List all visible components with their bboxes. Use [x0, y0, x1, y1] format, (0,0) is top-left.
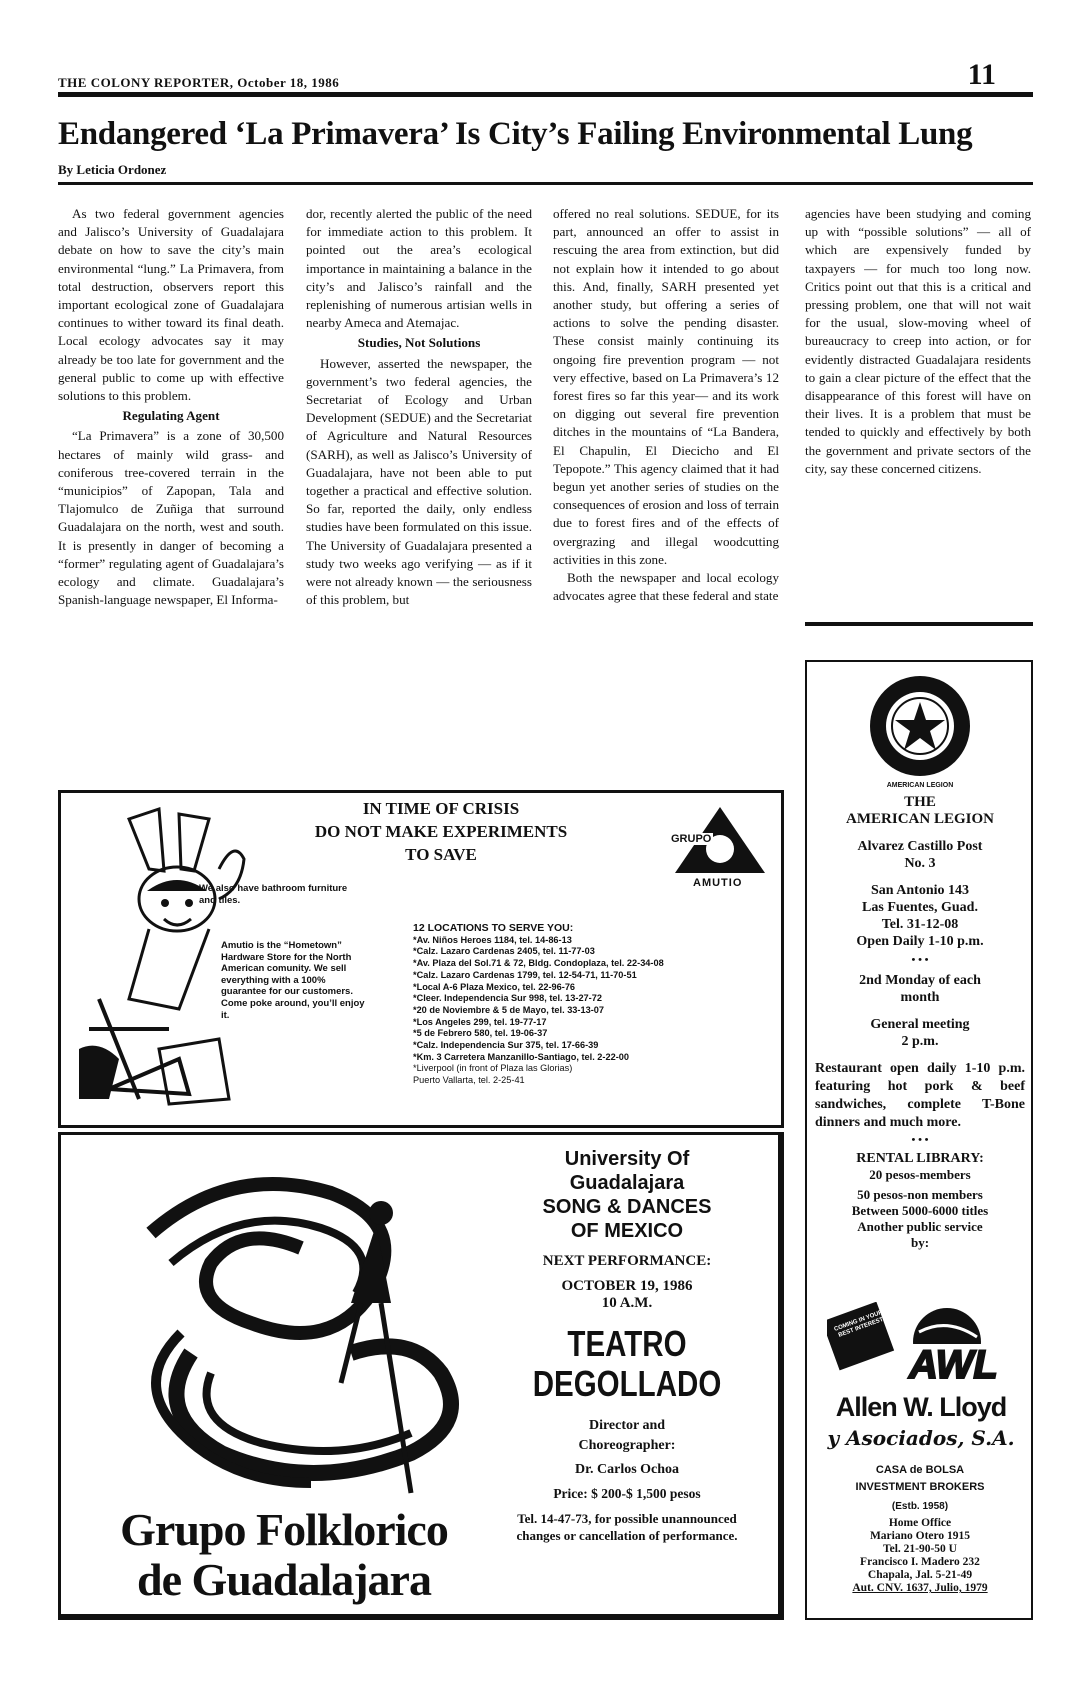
- bathroom-note: We also have bathroom furniture and tiles.: [199, 883, 348, 906]
- office-line: Mariano Otero 1915: [869, 1530, 971, 1542]
- next-performance-label: NEXT PERFORMANCE:: [542, 1253, 712, 1269]
- firm-script: y Asociados, S.A.: [827, 1426, 1015, 1450]
- office-line: Tel. 21-90-50 U: [882, 1543, 957, 1555]
- logo-top-text: GRUPO: [671, 833, 712, 845]
- office-line: Aut. CNV. 1637, Julio, 1979: [852, 1582, 988, 1594]
- library-line: Between 5000-6000 titles: [851, 1203, 989, 1218]
- american-legion-ad: [805, 660, 1033, 1620]
- firm-name: Allen W. Lloyd: [835, 1392, 1007, 1422]
- legion-meeting: General meeting: [870, 1017, 970, 1032]
- locations-list: [413, 923, 773, 1087]
- legion-address: Open Daily 1-10 p.m.: [856, 934, 984, 949]
- library-line: Another public service: [857, 1219, 983, 1234]
- amutio-ad: [58, 790, 784, 1128]
- paragraph: However, asserted the newspaper, the government’s two federal agencies, the Secretariat of Ecology and Urban Development (SEDUE) and the Secretariat of Agriculture and Natural Resources (SARH), as well as Jalisco’s University of Guadalajara, have not been able to put together a practical and effective solution. So far, reported the daily, only endless studies have been formulated on this issue. The University of Guadalajara presented a study two weeks ago verifying — as if it were not already known — the seriousness of this problem, but: [306, 355, 532, 608]
- paragraph: As two federal government agencies and Jalisco’s University of Guadalajara debate on how to save the city’s main environmental “lung.” La Primavera, from total destruction, observers report this important ecological zone of Guadalajara continues to wither toward its final death. Local ecology advocates say it may already be too late for government and the general public to come up with effective solutions to this problem.: [58, 206, 284, 404]
- folklorico-details: [497, 1147, 757, 1544]
- legion-address: Las Fuentes, Guad.: [862, 900, 978, 915]
- director-label-line: Choreographer:: [578, 1438, 676, 1453]
- grupo-folklorico-title: [89, 1505, 479, 1605]
- firm-details: [815, 1464, 1025, 1595]
- folklorico-ad: [58, 1132, 784, 1620]
- director-label-line: Director and: [588, 1418, 666, 1433]
- paragraph: Both the newspaper and local ecology advocates agree that these federal and state: [553, 570, 779, 604]
- legion-post: No. 3: [904, 856, 936, 871]
- legion-meeting: month: [900, 990, 940, 1005]
- article-column-4: [805, 205, 1031, 478]
- legion-address: San Antonio 143: [870, 883, 970, 898]
- amutio-headline-line: IN TIME OF CRISIS: [362, 799, 520, 818]
- awl-stamp-text: COMING IN YOUR BEST INTEREST: [833, 1309, 885, 1339]
- library-title: RENTAL LIBRARY:: [856, 1151, 984, 1166]
- location-item: *20 de Noviembre & 5 de Mayo, tel. 33-13-07: [413, 1004, 604, 1015]
- location-item: *Av. Niños Heroes 1184, tel. 14-86-13: [413, 934, 572, 945]
- publication-header: THE COLONY REPORTER, October 18, 1986: [58, 75, 340, 90]
- amutio-headline: [291, 797, 591, 866]
- location-item: *Calz. Lazaro Cardenas 1799, tel. 12-54-71, 11-70-51: [413, 969, 637, 980]
- separator-dots: • • •: [911, 1134, 929, 1146]
- location-item: *Calz. Independencia Sur 375, tel. 17-66-39: [413, 1040, 599, 1051]
- awl-logo: [827, 1302, 1007, 1392]
- location-item: *Km. 3 Carretera Manzanillo-Santiago, tel. 2-22-00: [413, 1051, 629, 1062]
- article-column-1: [58, 205, 284, 609]
- director-name: Dr. Carlos Ochoa: [574, 1462, 680, 1477]
- firm-type-line: CASA de BOLSA: [875, 1464, 965, 1476]
- location-item: *Cleer. Independencia Sur 998, tel. 13-27-72: [413, 993, 602, 1004]
- location-item: *Av. Plaza del Sol.71 & 72, Bldg. Condoplaza, tel. 22-34-08: [413, 958, 664, 969]
- firm-type-line: INVESTMENT BROKERS: [855, 1481, 985, 1493]
- group-name-line: Grupo Folklorico: [120, 1504, 448, 1555]
- location-item: *Los Angeles 299, tel. 19-77-17: [413, 1016, 547, 1027]
- column-end-rule: [805, 622, 1033, 626]
- performance-time: 10 A.M.: [601, 1295, 653, 1311]
- hometown-note: Amutio is the “Hometown” Hardware Store for the North American comunity. We sell everything with a 100% guarantee for our customers. Come poke around, you’ll enjoy it.: [221, 940, 365, 1021]
- legion-meeting: 2nd Monday of each: [859, 973, 981, 988]
- article-column-3: [553, 205, 779, 605]
- telephone-info: Tel. 14-47-73, for possible unannounced changes or cancellation of performance.: [516, 1511, 738, 1543]
- article-byline: By Leticia Ordonez: [58, 162, 167, 177]
- office-line: Chapala, Jal. 5-21-49: [867, 1569, 973, 1581]
- separator-dots: • • •: [911, 954, 929, 966]
- ticket-price: Price: $ 200-$ 1,500 pesos: [553, 1486, 701, 1501]
- dancer-illustration: [111, 1153, 491, 1513]
- university-line: Guadalajara: [569, 1172, 685, 1194]
- page-number: 11: [967, 58, 996, 91]
- paragraph: dor, recently alerted the public of the need for immediate action to this problem. It pointed out the area’s ecological importance in maintaining a balance in the city’s and Jalisco’s rainfall and the replenishing of numerous artisian wells in nearby Ameca and Atemajac.: [306, 206, 532, 331]
- library-line: 20 pesos-members: [869, 1167, 971, 1182]
- office-line: Francisco I. Madero 232: [860, 1556, 980, 1568]
- firm-type-line: (Estb. 1958): [891, 1501, 949, 1512]
- article-headline: Endangered ‘La Primavera’ Is City’s Failing Environmental Lung: [58, 116, 973, 152]
- show-line: SONG & DANCES: [542, 1196, 712, 1218]
- show-title: [497, 1195, 757, 1243]
- show-line: OF MEXICO: [570, 1220, 684, 1242]
- location-item: Puerto Vallarta, tel. 2-25-41: [413, 1075, 525, 1086]
- venue: [520, 1324, 733, 1404]
- location-item: *Liverpool (in front of Plaza las Glorias): [413, 1063, 573, 1074]
- library-line: by:: [910, 1235, 930, 1250]
- subheading-studies: Studies, Not Solutions: [357, 335, 481, 351]
- performance-date: OCTOBER 19, 1986: [561, 1278, 693, 1294]
- paragraph: “La Primavera” is a zone of 30,500 hectares of mainly wild grass- and coniferous tree-covered terrain in the “municipios” of Zapopan, Tala and Tlajomulco de Zuñiga that surround Guadalajara on the north, west and south. It is presently in danger of becoming a “former” regulating agent of Guadalajara’s ecology and climate. Guadalajara’s Spanish-language newspaper, El Informa-: [58, 428, 284, 608]
- location-item: *Local A-6 Plaza Mexico, tel. 22-96-76: [413, 981, 576, 992]
- university-line: University Of: [564, 1148, 690, 1170]
- legion-address: Tel. 31-12-08: [881, 917, 959, 932]
- grupo-amutio-logo: [665, 805, 775, 895]
- byline-rule: [58, 182, 1033, 185]
- amutio-headline-line: DO NOT MAKE EXPERIMENTS: [314, 822, 568, 841]
- article-column-2: [306, 205, 532, 609]
- legion-post: Alvarez Castillo Post: [857, 839, 983, 854]
- location-item: *Calz. Lazaro Cardenas 2405, tel. 11-77-03: [413, 946, 595, 957]
- venue-line: TEATRO: [567, 1323, 687, 1364]
- legion-meeting: 2 p.m.: [901, 1034, 939, 1049]
- library-line: 50 pesos-non members: [857, 1187, 983, 1202]
- subheading-regulating: Regulating Agent: [122, 408, 220, 424]
- logo-bottom-text: AMUTIO: [693, 877, 743, 889]
- location-item: *5 de Febrero 580, tel. 19-06-37: [413, 1028, 548, 1039]
- director-label: [497, 1416, 757, 1456]
- legion-title: THE: [904, 794, 936, 810]
- venue-line: DEGOLLADO: [532, 1363, 722, 1404]
- group-name-line: de Guadalajara: [137, 1554, 431, 1605]
- header-rule: [58, 92, 1033, 97]
- legion-title: AMERICAN LEGION: [846, 811, 994, 827]
- paragraph: offered no real solutions. SEDUE, for its part, announced an offer to assist in rescuing the area from extinction, but did not explain how it intended to go about this. And, finally, SARH presented yet another study, but offering a series of actions to solve the pending disaster. These consist mainly continuing its ongoing fire prevention program — not very effective, based on La Primavera’s 12 forest fires so far this year— and its work on digging out several fire prevention ditches in the mountains of “La Bandera, El Chapulin, El Diecicho and El Tepopote.” This agency claimed that it had begun yet another series of studies on the consequences of erosion and loss of terrain due to forest fires and of the effects of overgrazing and illegal woodcutting activities in this zone.: [553, 206, 779, 567]
- legion-body: [815, 794, 1025, 1251]
- office-line: Home Office: [888, 1517, 952, 1529]
- university-name: [497, 1147, 757, 1195]
- american-legion-emblem-icon: [866, 672, 974, 780]
- awl-letters: AWL: [905, 1344, 1002, 1386]
- locations-title: 12 LOCATIONS TO SERVE YOU:: [413, 922, 574, 934]
- emblem-text: AMERICAN LEGION: [886, 782, 954, 789]
- paragraph: agencies have been studying and coming up with “possible solutions” — all of which are expensively funded by taxpayers — for much too long now. Critics point out that this is a critical and pressing problem, one that will not wait for the usual, slow-moving wheel of bureaucracy to creep into action, or for evidently distracted Guadalajara residents to gain a clear picture of the effect that the disappearance of this forest will have on their lives. It is a problem that must be tended to quickly and effectively by both the government and private sectors of the city, say these concerned citizens.: [805, 206, 1031, 476]
- amutio-headline-line: TO SAVE: [405, 845, 477, 864]
- legion-restaurant: Restaurant open daily 1-10 p.m. featuring hot pork & beef sandwiches, complete T-Bone dinners and much more.: [815, 1061, 1025, 1130]
